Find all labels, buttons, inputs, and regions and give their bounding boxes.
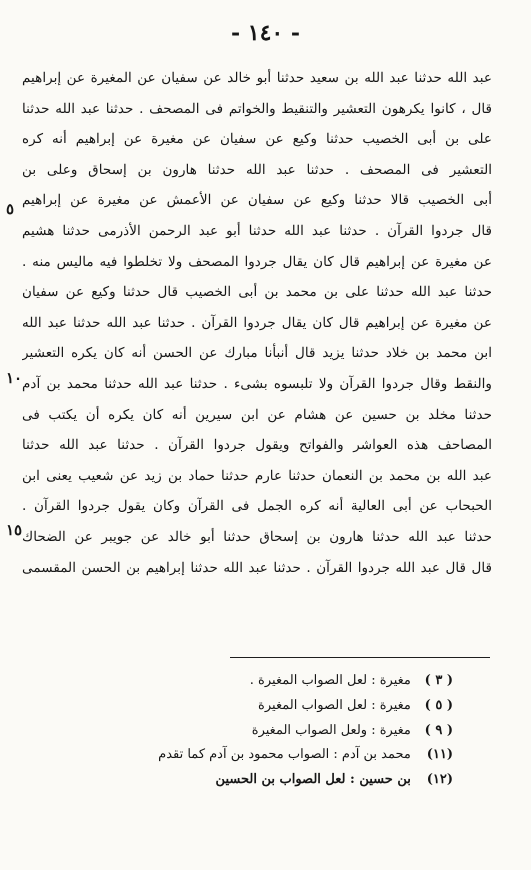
text-line-10: ابن محمد بن خلاد حدثنا يزيد قال أنبأنا مبارك عن الحسن أنه كان يكره التعشير (22, 345, 492, 362)
text-line-7: عن مغيرة عن إبراهيم قال كان يقال جردوا المصحف ولا تخلطوا فيه ماليس منه . (22, 253, 492, 270)
text-line-14: عبد الله بن محمد بن النعمان حدثنا عارم حدثنا حماد بن زيد عن شعيب يعنى ابن (22, 467, 492, 484)
text-line-9: عن مغيرة عن إبراهيم قال كان يقال جردوا القرآن . حدثنا عبد الله حدثنا عبد الله (22, 314, 492, 331)
text-line-8: حدثنا عبد الله حدثنا على بن محمد بن أبى الخصيب قال حدثنا وكيع عن سفيان (22, 284, 492, 301)
footnote-text: محمد بن آدم : الصواب محمود بن آدم كما تقدم (158, 747, 411, 763)
text-line-12: حدثنا مخلد بن حسين عن هشام عن ابن سيرين أنه كان يكره أن يكتب فى (22, 406, 492, 423)
line-number-5: ٥ (6, 200, 15, 218)
line-number-15: ١٥ (6, 521, 23, 539)
text-line-6: قال جردوا القرآن . حدثنا عبد الله حدثنا أبو عبد الرحمن الأذرمى حدثنا هشيم (22, 222, 492, 239)
footnote-number: (١١) (426, 747, 453, 763)
text-line-13: المصاحف هذه العواشر والفواتح ويقول جردوا القرآن . حدثنا عبد الله حدثنا (22, 437, 492, 454)
text-line-5: أبى الخصيب قالا حدثنا وكيع عن سفيان عن الأعمش عن مغيرة عن إبراهيم (22, 192, 492, 209)
text-line-17: قال قال عبد الله جردوا القرآن . حدثنا عبد الله حدثنا إبراهيم بن الحسن المقسمى (22, 559, 492, 576)
text-line-11: والنقط وقال جردوا القرآن ولا تلبسوه بشىء . حدثنا عبد الله حدثنا محمد بن آدم (22, 375, 492, 392)
footnote-divider (230, 657, 490, 658)
text-line-4: التعشير فى المصحف . حدثنا عبد الله حدثنا هارون بن إسحاق وعلى بن (22, 161, 492, 178)
footnote-item (183, 719, 453, 744)
footnote-item (183, 768, 453, 793)
text-line-15: الحبحاب عن أبى العالية أنه كره الجمل فى القرآن وكان يقول جردوا القرآن . (22, 498, 492, 515)
line-number-10: ١٠ (6, 369, 23, 387)
main-text (22, 63, 492, 583)
text-line-1: عبد الله حدثنا عبد الله بن سعيد حدثنا أبو خالد عن سفيان عن المغيرة عن إبراهيم (22, 70, 492, 86)
footnote-item (158, 743, 453, 768)
footnote-number: ( ٣ ) (424, 673, 453, 688)
footnote-text: مغيرة : ولعل الصواب المغيرة (251, 722, 411, 738)
text-line-2: قال ، كانوا يكرهون التعشير والتنقيط والخواتم فى المصحف . حدثنا عبد الله حدثنا (22, 100, 492, 117)
footnote-text: مغيرة : لعل الصواب المغيرة . (249, 673, 411, 688)
footnote-number: ( ٩ ) (424, 722, 453, 738)
footnote-item (183, 669, 453, 694)
footnotes (158, 669, 453, 793)
footnote-text: مغيرة : لعل الصواب المغيرة (258, 697, 411, 713)
text-line-16: حدثنا عبد الله حدثنا هارون بن إسحاق حدثنا أبو خالد عن جويبر عن الضحاك (22, 528, 492, 545)
footnote-number: (١٢) (426, 772, 453, 788)
page-number: - ١٤٠ - (230, 20, 301, 46)
footnote-item (183, 694, 453, 719)
footnote-text: بن حسين : لعل الصواب بن الحسين (215, 772, 411, 788)
footnote-number: ( ٥ ) (424, 697, 453, 713)
text-line-3: على بن أبى الخصيب حدثنا وكيع عن سفيان عن مغيرة عن إبراهيم أنه كره (22, 131, 492, 148)
